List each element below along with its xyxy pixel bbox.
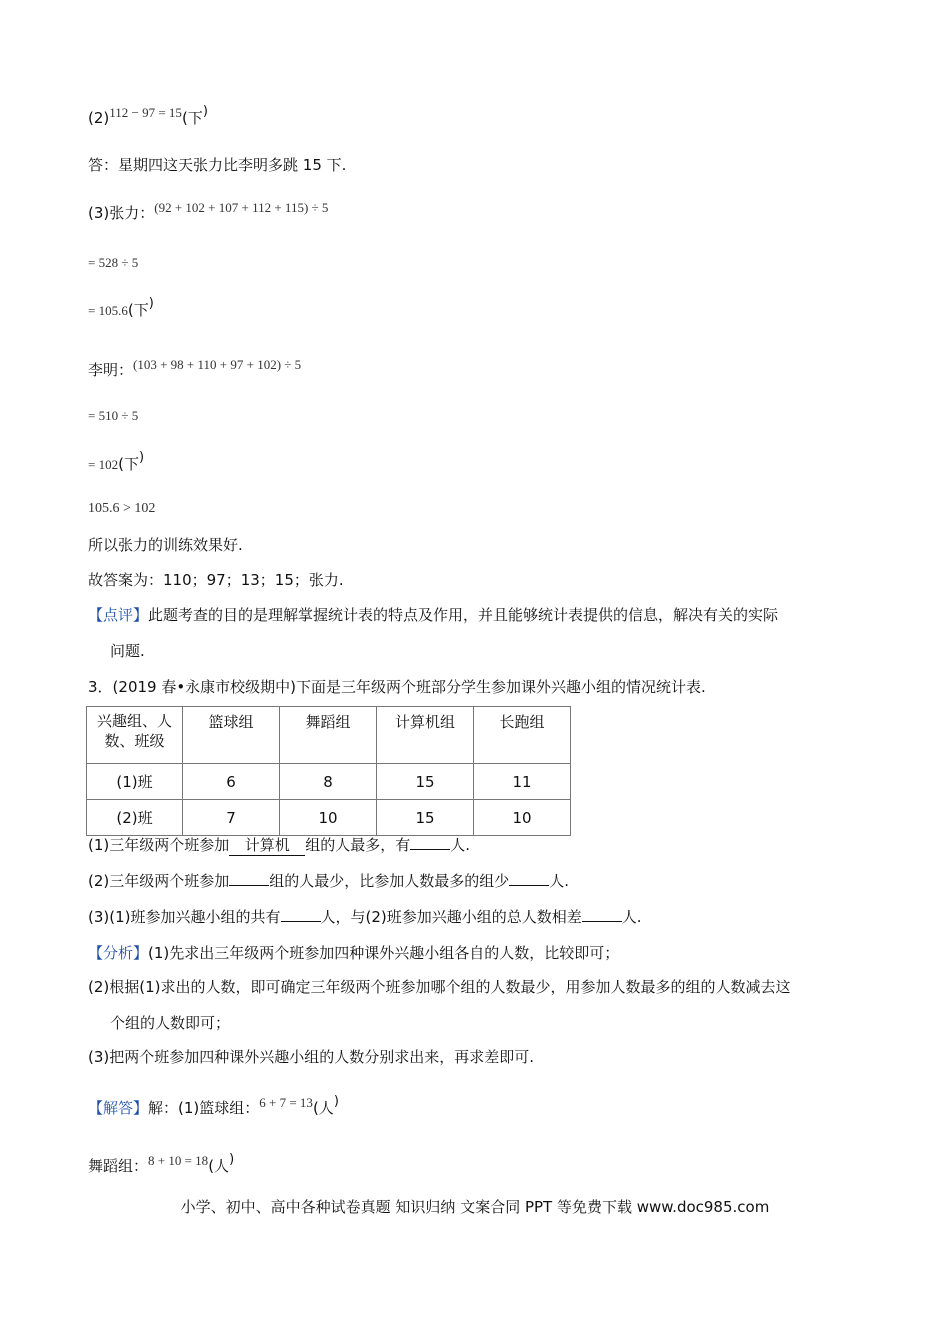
table-cell: 10: [280, 800, 377, 836]
text: 组的人最少，比参加人数最多的组少: [269, 872, 510, 890]
formula: = 105.6: [88, 303, 128, 318]
table-cell: 10: [474, 800, 571, 836]
stats-table: [86, 706, 571, 836]
blank: [509, 871, 549, 886]
unit: 下: [133, 301, 149, 319]
table-row: [87, 800, 571, 836]
liming-step2: = 102(下): [88, 450, 145, 473]
formula: 6 + 7 = 13: [259, 1095, 313, 1110]
unit: 人: [214, 1157, 230, 1175]
comment-line-2: 问题.: [110, 642, 145, 660]
text: 人.: [450, 836, 471, 854]
text: (2)三年级两个班参加: [88, 872, 230, 890]
filled-blank: 计算机: [229, 835, 305, 856]
answer-line-1: 【解答】解：(1)篮球组：6 + 7 = 13(人): [88, 1094, 339, 1117]
table-row: [87, 764, 571, 800]
q2-formula: 112 − 97 = 15: [109, 105, 182, 120]
analysis-line-2: (2)根据(1)求出的人数，即可确定三年级两个班参加哪个组的人数最少，用参加人数最多的组的人数减去这: [88, 978, 791, 996]
formula: 105.6 > 102: [88, 501, 156, 516]
zhangli-step1: [88, 252, 138, 273]
text: 人.: [621, 908, 642, 926]
blank: [229, 871, 269, 886]
text: 人.: [549, 872, 570, 890]
text: 人，与(2)班参加兴趣小组的总人数相差: [320, 908, 582, 926]
blank: [410, 835, 450, 850]
analysis-line-3: (3)把两个班参加四种课外兴趣小组的人数分别求出来，再求差即可.: [88, 1048, 535, 1066]
unit: 下: [187, 109, 203, 127]
text: 舞蹈组：: [88, 1157, 149, 1175]
zhangli-step2: = 105.6(下): [88, 296, 154, 319]
liming-step1: [88, 405, 138, 426]
text: (1)先求出三年级两个班参加四种课外兴趣小组各自的人数，比较即可；: [148, 944, 620, 962]
q2-calc-line: (2)112 − 97 = 15(下): [88, 104, 208, 127]
unit: 下: [123, 455, 139, 473]
table-cell: 15: [377, 764, 474, 800]
zhangli-label: (3)张力：: [88, 204, 155, 222]
q2-label: (2): [88, 109, 110, 127]
sub-question-2: [88, 871, 569, 891]
formula: = 510 ÷ 5: [88, 408, 139, 423]
table-header-cell: 计算机组: [377, 707, 474, 764]
blank: [281, 907, 321, 922]
table-row-label: (1)班: [87, 764, 183, 800]
corner-text: 数、班级: [104, 732, 165, 750]
liming-formula: (103 + 98 + 110 + 97 + 102) ÷ 5: [133, 357, 302, 372]
table-cell: 6: [183, 764, 280, 800]
table-header-cell: 长跑组: [474, 707, 571, 764]
formula: = 102: [88, 457, 119, 472]
text: 组的人最多，有: [305, 836, 411, 854]
table-header-row: [87, 707, 571, 764]
table-header-cell: 舞蹈组: [280, 707, 377, 764]
analysis-tag: 【分析】: [88, 944, 149, 962]
analysis-line-2b: 个组的人数即可；: [110, 1014, 231, 1032]
table-header-cell: 篮球组: [183, 707, 280, 764]
question-3-intro: 3．(2019 春•永康市校级期中)下面是三年级两个班部分学生参加课外兴趣小组的情况统计表.: [88, 678, 706, 696]
table-cell: 7: [183, 800, 280, 836]
table-cell: 15: [377, 800, 474, 836]
formula: = 528 ÷ 5: [88, 255, 139, 270]
sub-question-1: [88, 835, 470, 856]
comparison: [88, 497, 155, 519]
final-answer: 故答案为：110；97；13；15；张力.: [88, 571, 344, 589]
unit: 人: [318, 1099, 334, 1117]
answer-tag: 【解答】: [88, 1099, 149, 1117]
comment-line: [88, 605, 778, 625]
zhangli-formula: (92 + 102 + 107 + 112 + 115) ÷ 5: [154, 200, 329, 215]
q3-zhangli-line: [88, 200, 329, 224]
q2-answer: 答：星期四这天张力比李明多跳 15 下.: [88, 156, 347, 174]
footer-banner: 小学、初中、高中各种试卷真题 知识归纳 文案合同 PPT 等免费下载 www.doc985.com: [180, 1198, 770, 1216]
liming-line: [88, 357, 302, 381]
sub-question-3: [88, 907, 642, 927]
text: 解：(1)篮球组：: [148, 1099, 260, 1117]
table-cell: 11: [474, 764, 571, 800]
text: (3)(1)班参加兴趣小组的共有: [88, 908, 281, 926]
table-row-label: (2)班: [87, 800, 183, 836]
text: (1)三年级两个班参加: [88, 836, 230, 854]
liming-label: 李明：: [88, 361, 134, 379]
analysis-line-1: [88, 943, 619, 963]
comment-tag: 【点评】: [88, 606, 149, 624]
comment-text: 此题考查的目的是理解掌握统计表的特点及作用，并且能够统计表提供的信息，解决有关的实际: [148, 606, 779, 624]
blank: [582, 907, 622, 922]
table-cell: 8: [280, 764, 377, 800]
conclusion: 所以张力的训练效果好.: [88, 536, 243, 554]
corner-text: 兴趣组、人: [96, 712, 172, 730]
answer-line-2: 舞蹈组：8 + 10 = 18(人): [88, 1152, 235, 1175]
formula: 8 + 10 = 18: [148, 1153, 209, 1168]
table-corner-cell: [87, 707, 183, 764]
